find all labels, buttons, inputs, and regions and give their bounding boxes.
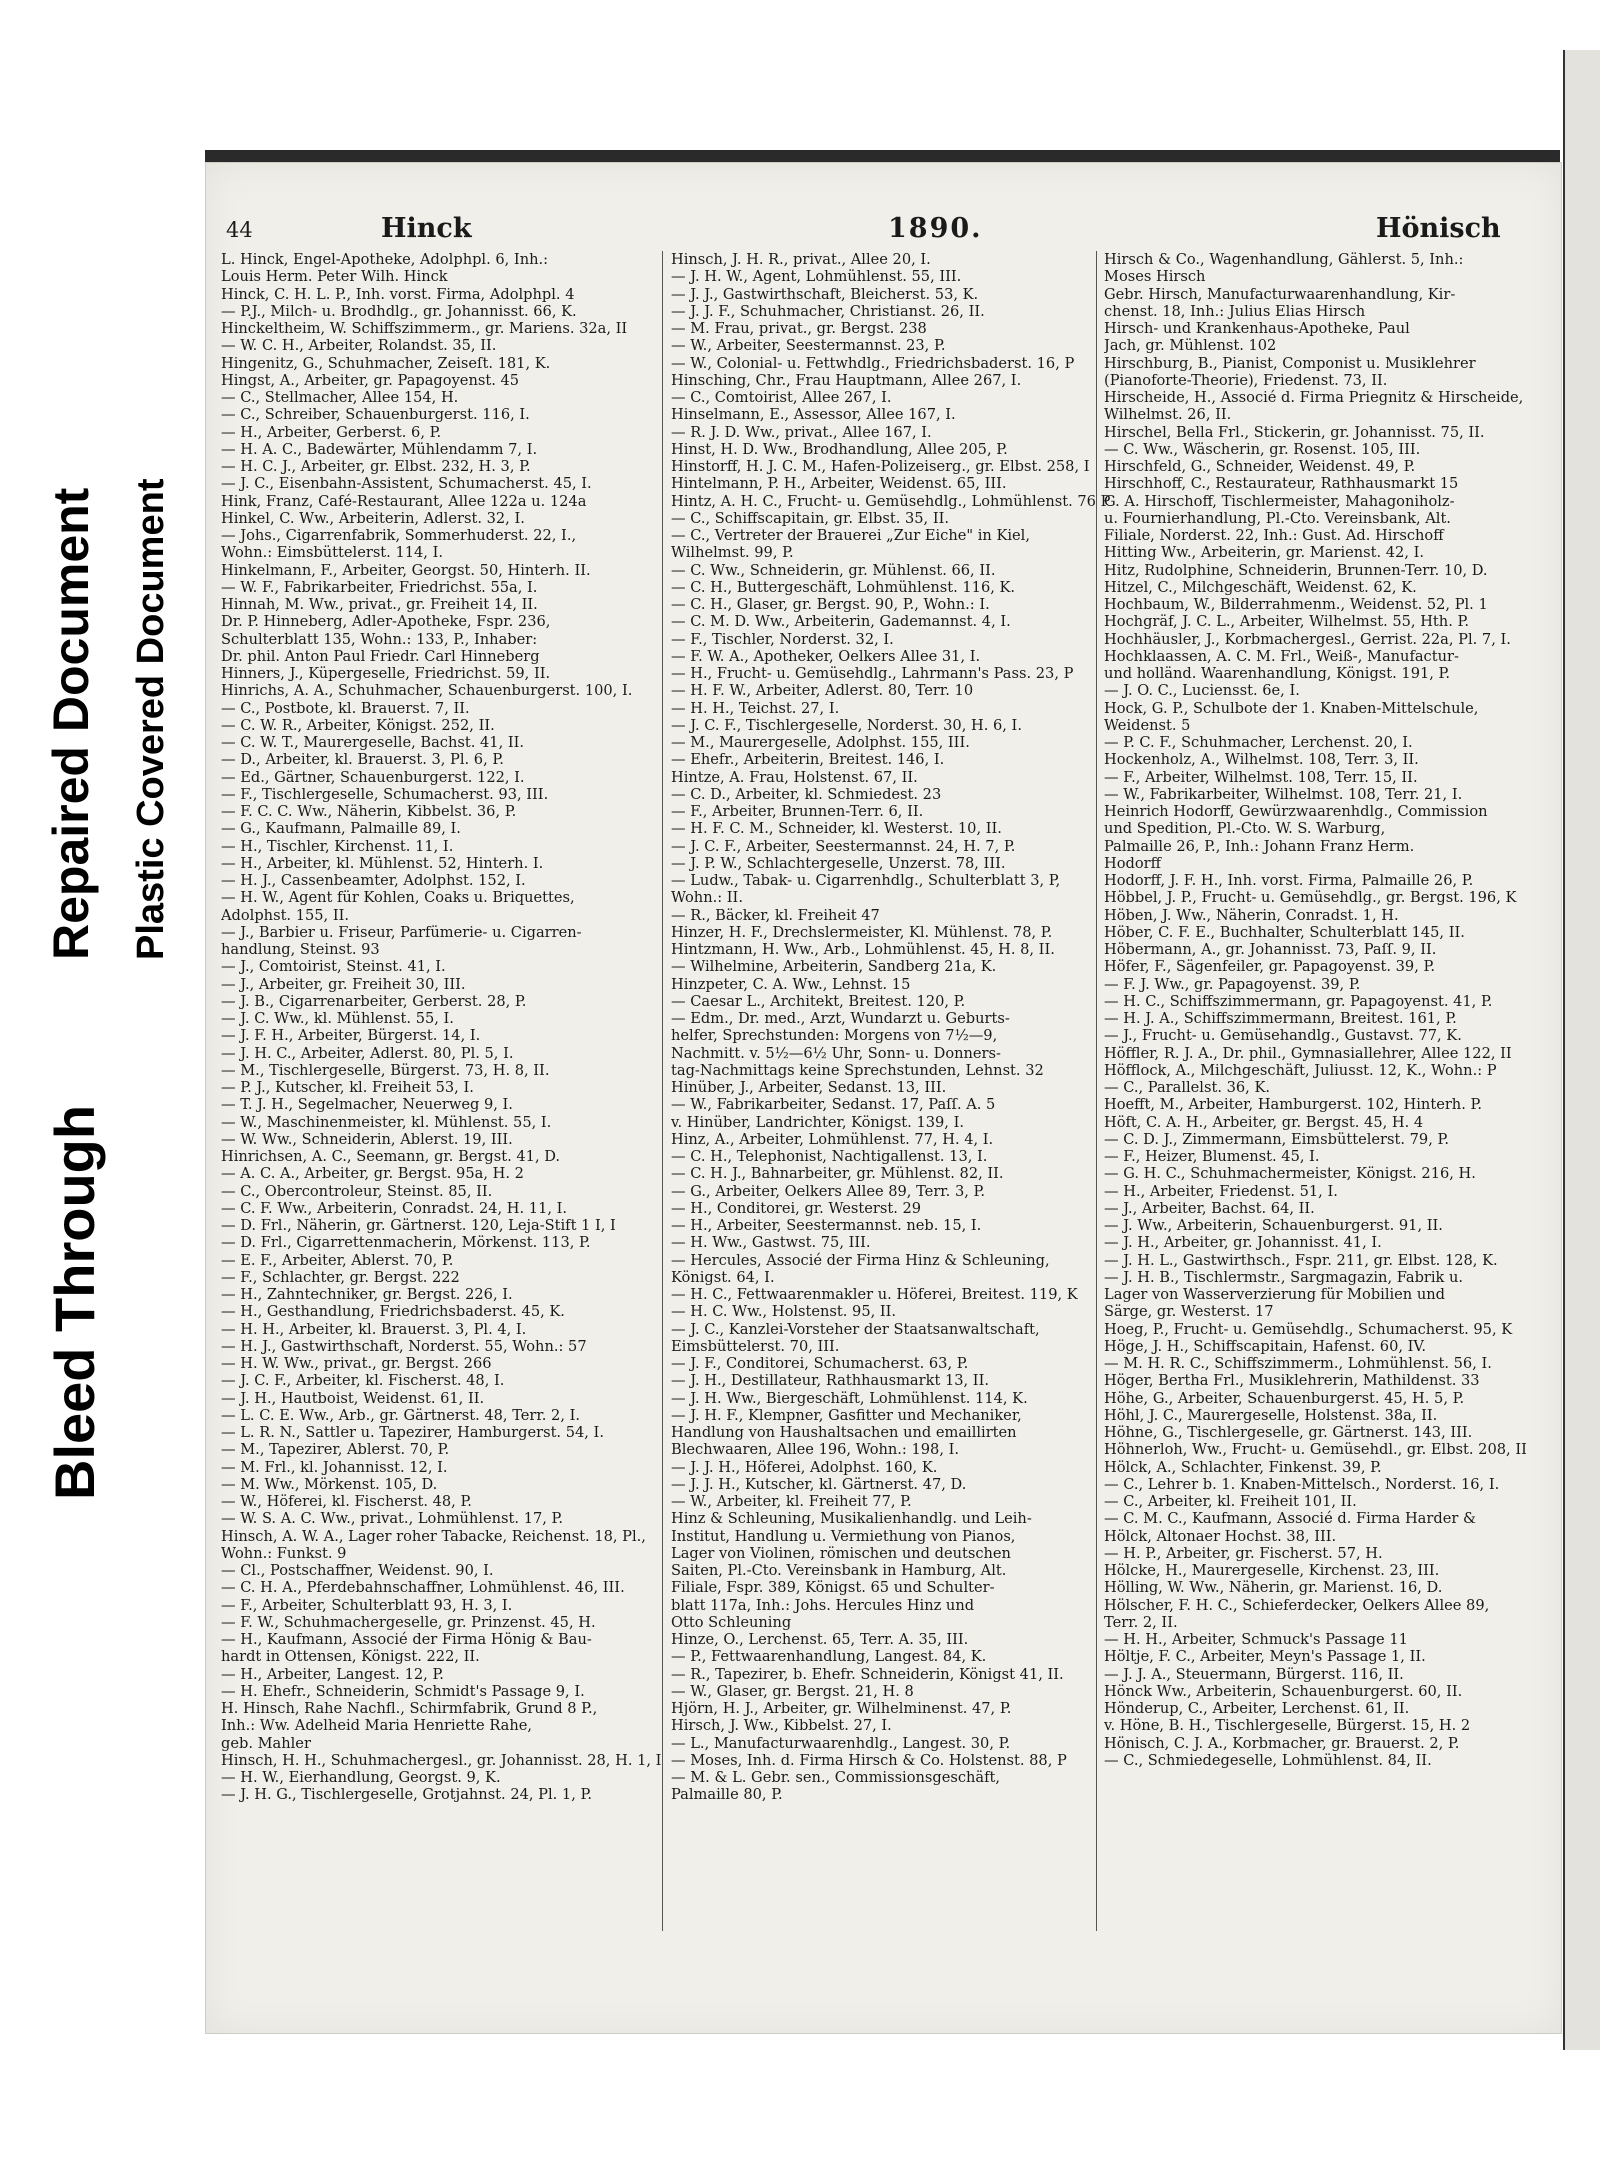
directory-entry: Hölck, A., Schlachter, Finkenst. 39, P. xyxy=(1104,1458,1382,1476)
directory-entry: — C. F. Ww., Arbeiterin, Conradst. 24, H. 11, I. xyxy=(221,1199,568,1217)
directory-entry: Hinkel, C. Ww., Arbeiterin, Adlerst. 32, I. xyxy=(221,509,525,527)
directory-entry: — C. H., Buttergeschäft, Lohmühlenst. 116, K. xyxy=(671,578,1016,596)
directory-entry: — M. Frl., kl. Johannisst. 12, I. xyxy=(221,1458,448,1476)
directory-entry: Hölck, Altonaer Hochst. 38, III. xyxy=(1104,1527,1337,1545)
left-column xyxy=(221,251,661,1804)
directory-entry: — J. P. W., Schlachtergeselle, Unzerst. 78, III. xyxy=(671,854,1006,872)
directory-entry: — M. Frau, privat., gr. Bergst. 238 xyxy=(671,320,927,337)
directory-entry: — L., Manufacturwaarenhdlg., Langest. 30, P. xyxy=(671,1734,1011,1752)
directory-entry: — F., Heizer, Blumenst. 45, I. xyxy=(1104,1148,1320,1165)
directory-entry: — C. W. T., Maurergeselle, Bachst. 41, II. xyxy=(221,734,525,751)
directory-entry: Hoefft, M., Arbeiter, Hamburgerst. 102, Hinterh. P. xyxy=(1104,1096,1482,1114)
header-left-word: Hinck xyxy=(381,213,472,244)
directory-entry: Hinst, H. D. Ww., Brodhandlung, Allee 205, P. xyxy=(671,440,1008,458)
directory-entry: Hinze, O., Lerchenst. 65, Terr. A. 35, III. xyxy=(671,1631,969,1648)
page-top-edge xyxy=(205,150,1560,162)
directory-entry: Höft, C. A. H., Arbeiter, gr. Bergst. 45, H. 4 xyxy=(1104,1113,1424,1131)
directory-entry: — C. M. D. Ww., Arbeiterin, Gademannst. 4, I. xyxy=(671,613,1011,631)
directory-entry: — F. J. Ww., gr. Papagoyenst. 39, P. xyxy=(1104,975,1361,993)
directory-entry: — H., Kaufmann, Associé der Firma Hönig & Bau- xyxy=(221,1631,592,1648)
directory-entry: — M., Maurergeselle, Adolphst. 155, III. xyxy=(671,734,970,751)
directory-entry: — C. W. R., Arbeiter, Königst. 252, II. xyxy=(221,716,495,734)
directory-entry: Dr. phil. Anton Paul Friedr. Carl Hinneberg xyxy=(221,647,540,665)
directory-entry: — T. J. H., Segelmacher, Neuerweg 9, I. xyxy=(221,1096,513,1114)
directory-entry: Nachmitt. v. 5½—6½ Uhr, Sonn- u. Donners- xyxy=(671,1044,1001,1062)
directory-entry: Jach, gr. Mühlenst. 102 xyxy=(1104,337,1277,355)
directory-entry: — J. J. F., Schuhmacher, Christianst. 26, II. xyxy=(671,302,985,320)
directory-entry: Hitz, Rudolphine, Schneiderin, Brunnen-Terr. 10, D. xyxy=(1104,561,1488,579)
directory-entry: blatt 117a, Inh.: Johs. Hercules Hinz und xyxy=(671,1596,975,1614)
directory-entry: — H. C. J., Arbeiter, gr. Elbst. 232, H. 3, P. xyxy=(221,458,531,475)
directory-entry: Höbermann, A., gr. Johannisst. 73, Paſſ. 9, II. xyxy=(1104,941,1437,958)
repaired-document-label: Repaired Document xyxy=(43,487,99,960)
directory-entry: — C., Comtoirist, Allee 267, I. xyxy=(671,389,892,406)
directory-entry: — W., Arbeiter, kl. Freiheit 77, P. xyxy=(671,1493,912,1510)
directory-entry: — E. F., Arbeiter, Ablerst. 70, P. xyxy=(221,1251,454,1269)
directory-entry: — W., Colonial- u. Fettwhdlg., Friedrichsbaderst. 16, P xyxy=(671,354,1075,372)
directory-entry: — M. Ww., Mörkenst. 105, D. xyxy=(221,1475,438,1493)
directory-entry: — P. J., Kutscher, kl. Freiheit 53, I. xyxy=(221,1079,474,1096)
directory-entry: — C. M. C., Kaufmann, Associé d. Firma Harder & xyxy=(1104,1510,1476,1528)
directory-entry: — Ehefr., Arbeiterin, Breitest. 146, I. xyxy=(671,751,945,769)
directory-entry: — H. C., Fettwaarenmakler u. Höferei, Breitest. 119, K xyxy=(671,1286,1078,1303)
directory-entry: Hoeg, P., Frucht- u. Gemüsehdlg., Schumacherst. 95, K xyxy=(1104,1320,1513,1338)
directory-entry: (Pianoforte-Theorie), Friedenst. 73, II. xyxy=(1104,371,1388,389)
directory-entry: Hirschhoff, C., Restaurateur, Rathhausmarkt 15 xyxy=(1104,475,1459,493)
page-header xyxy=(226,213,1556,249)
header-right-word: Hönisch xyxy=(1376,213,1501,244)
directory-entry: Höbbel, J. P., Frucht- u. Gemüsehdlg., gr. Bergst. 196, K xyxy=(1104,889,1517,907)
side-labels xyxy=(0,0,200,2177)
directory-entry: Hitting Ww., Arbeiterin, gr. Marienst. 42, I. xyxy=(1104,544,1425,562)
directory-entry: — J. H., Arbeiter, gr. Johannisst. 41, I. xyxy=(1104,1234,1382,1252)
directory-entry: v. Hinüber, Landrichter, Königst. 139, I. xyxy=(671,1113,964,1131)
directory-entry: Hinners, J., Küpergeselle, Friedrichst. 59, II. xyxy=(221,665,551,682)
directory-entry: — C. H., Glaser, gr. Bergst. 90, P., Wohn.: I. xyxy=(671,596,990,613)
directory-entry: — H. W. Ww., privat., gr. Bergst. 266 xyxy=(221,1355,492,1372)
directory-entry: Särge, gr. Westerst. 17 xyxy=(1104,1303,1274,1321)
directory-entry: — H. J., Cassenbeamter, Adolphst. 152, I. xyxy=(221,872,526,889)
directory-entry: — H., Arbeiter, Langest. 12, P. xyxy=(221,1665,444,1683)
directory-entry: u. Fournierhandlung, Pl.-Cto. Vereinsbank, Alt. xyxy=(1104,509,1451,527)
directory-entry: — J. H. G., Tischlergeselle, Grotjahnst. 24, Pl. 1, P. xyxy=(221,1786,592,1804)
directory-entry: — H., Arbeiter, Friedenst. 51, I. xyxy=(1104,1182,1338,1200)
directory-entry: — D. Frl., Näherin, gr. Gärtnerst. 120, Leja-Stift 1 I, I xyxy=(221,1217,616,1234)
directory-entry: Höhe, G., Arbeiter, Schauenburgerst. 45, H. 5, P. xyxy=(1104,1389,1465,1407)
directory-entry: — C., Lehrer b. 1. Knaben-Mittelsch., Norderst. 16, I. xyxy=(1104,1475,1500,1493)
directory-entry: Dr. P. Hinneberg, Adler-Apotheke, Fspr. 236, xyxy=(221,613,551,631)
directory-entry: — Caesar L., Architekt, Breitest. 120, P. xyxy=(671,992,966,1010)
directory-entry: — F., Schlachter, gr. Bergst. 222 xyxy=(221,1268,460,1286)
directory-entry: Hölcke, H., Maurergeselle, Kirchenst. 23, III. xyxy=(1104,1562,1440,1579)
directory-entry: — D. Frl., Cigarrettenmacherin, Mörkenst. 113, P. xyxy=(221,1234,591,1252)
directory-entry: Handlung von Haushaltsachen und emaillirten xyxy=(671,1424,1017,1441)
directory-entry: Hockenholz, A., Wilhelmst. 108, Terr. 3, II. xyxy=(1104,751,1419,769)
directory-entry: Filiale, Fspr. 389, Königst. 65 und Schulter- xyxy=(671,1579,995,1597)
directory-entry: — G., Kaufmann, Palmaille 89, I. xyxy=(221,820,461,838)
directory-entry: Hirsch- und Krankenhaus-Apotheke, Paul xyxy=(1104,320,1410,337)
directory-entry: — M. H. R. C., Schiffszimmerm., Lohmühlenst. 56, I. xyxy=(1104,1355,1492,1372)
directory-entry: Hochbaum, W., Bilderrahmenm., Weidenst. 52, Pl. 1 xyxy=(1104,596,1488,613)
directory-entry: Hodorff xyxy=(1104,854,1161,872)
directory-entry: Höhl, J. C., Maurergeselle, Holstenst. 38a, II. xyxy=(1104,1406,1438,1424)
directory-entry: Hintelmann, P. H., Arbeiter, Weidenst. 65, III. xyxy=(671,475,1007,493)
directory-entry: Otto Schleuning xyxy=(671,1613,792,1631)
directory-entry: — C., Schiffscapitain, gr. Elbst. 35, II. xyxy=(671,509,949,527)
directory-entry: — F. C. C. Ww., Näherin, Kibbelst. 36, P. xyxy=(221,803,517,820)
directory-entry: — G., Arbeiter, Oelkers Allee 89, Terr. 3, P. xyxy=(671,1182,986,1200)
directory-entry: Wohn.: Funkst. 9 xyxy=(221,1544,347,1562)
directory-entry: — J. H., Hautboist, Weidenst. 61, II. xyxy=(221,1389,485,1407)
directory-entry: — J. F. H., Arbeiter, Bürgerst. 14, I. xyxy=(221,1027,481,1045)
directory-entry: Palmaille 80, P. xyxy=(671,1786,783,1804)
directory-entry: Hönisch, C. J. A., Korbmacher, gr. Brauerst. 2, P. xyxy=(1104,1734,1460,1752)
directory-entry: — H., Tischler, Kirchenst. 11, I. xyxy=(221,837,454,855)
directory-entry: Hinz, A., Arbeiter, Lohmühlenst. 77, H. 4, I. xyxy=(671,1130,994,1148)
directory-entry: Höffler, R. J. A., Dr. phil., Gymnasiallehrer, Allee 122, II xyxy=(1104,1044,1512,1062)
directory-entry: — R., Tapezirer, b. Ehefr. Schneiderin, Königst 41, II. xyxy=(671,1665,1064,1683)
directory-entry: Moses Hirsch xyxy=(1104,268,1206,286)
directory-entry: — H., Zahntechniker, gr. Bergst. 226, I. xyxy=(221,1286,513,1303)
directory-entry: Heinrich Hodorff, Gewürzwaarenhdlg., Commission xyxy=(1104,803,1488,820)
directory-entry: — J. B., Cigarrenarbeiter, Gerberst. 28, P. xyxy=(221,992,527,1010)
directory-entry: — J. C. F., Arbeiter, Seestermannst. 24, H. 7, P. xyxy=(671,837,1016,855)
directory-entry: — Ludw., Tabak- u. Cigarrenhdlg., Schulterblatt 3, P, xyxy=(671,872,1061,889)
directory-entry: — Moses, Inh. d. Firma Hirsch & Co. Holstenst. 88, P xyxy=(671,1751,1067,1769)
directory-entry: Lager von Wasserverzierung für Mobilien und xyxy=(1104,1286,1445,1303)
directory-entry: Höhne, G., Tischlergeselle, gr. Gärtnerst. 143, III. xyxy=(1104,1424,1473,1441)
directory-entry: — H. W., Eierhandlung, Georgst. 9, K. xyxy=(221,1769,501,1786)
directory-entry: tag-Nachmittags keine Sprechstunden, Lehnst. 32 xyxy=(671,1061,1044,1079)
directory-entry: Hirschburg, B., Pianist, Componist u. Musiklehrer xyxy=(1104,354,1476,372)
directory-entry: Hinzpeter, C. A. Ww., Lehnst. 15 xyxy=(671,975,911,993)
directory-entry: und holländ. Waarenhandlung, Königst. 191, P. xyxy=(1104,665,1451,682)
directory-entry: — Hercules, Associé der Firma Hinz & Schleuning, xyxy=(671,1251,1050,1269)
directory-entry: — H. Ww., Gastwst. 75, III. xyxy=(671,1234,871,1252)
directory-entry: Hinselmann, E., Assessor, Allee 167, I. xyxy=(671,406,956,424)
directory-entry: Hirschel, Bella Frl., Stickerin, gr. Johannisst. 75, II. xyxy=(1104,423,1485,441)
right-column xyxy=(1104,251,1544,1769)
directory-entry: — H. H., Arbeiter, kl. Brauerst. 3, Pl. 4, I. xyxy=(221,1320,527,1338)
directory-entry: Höltje, F. C., Arbeiter, Meyn's Passage 1, II. xyxy=(1104,1648,1426,1666)
header-year: 1890. xyxy=(888,213,983,244)
directory-entry: — C. D., Arbeiter, kl. Schmiedest. 23 xyxy=(671,785,942,803)
directory-entry: — H. C. Ww., Holstenst. 95, II. xyxy=(671,1303,897,1321)
directory-entry: H. Hinsch, Rahe Nachfl., Schirmfabrik, Grund 8 P., xyxy=(221,1700,598,1717)
directory-entry: Institut, Handlung u. Vermiethung von Pianos, xyxy=(671,1527,1016,1545)
directory-entry: — H., Arbeiter, Gerberst. 6, P. xyxy=(221,423,442,441)
directory-entry: helfer, Sprechstunden: Morgens von 7½—9, xyxy=(671,1027,998,1045)
directory-entry: Wohn.: II. xyxy=(671,889,743,907)
directory-entry: — A. C. A., Arbeiter, gr. Bergst. 95a, H. 2 xyxy=(221,1165,524,1183)
directory-entry: — C., Obercontroleur, Steinst. 85, II. xyxy=(221,1182,493,1200)
directory-entry: handlung, Steinst. 93 xyxy=(221,941,380,958)
directory-entry: — F. W., Schuhmachergeselle, gr. Prinzenst. 45, H. xyxy=(221,1613,596,1631)
directory-entry: Wohn.: Eimsbüttelerst. 114, I. xyxy=(221,544,443,562)
directory-entry: Inh.: Ww. Adelheid Maria Henriette Rahe, xyxy=(221,1717,533,1735)
directory-entry: — C. D. J., Zimmermann, Eimsbüttelerst. 79, P. xyxy=(1104,1130,1449,1148)
directory-entry: — F., Arbeiter, Brunnen-Terr. 6, II. xyxy=(671,803,924,820)
bleed-through-label: Bleed Through xyxy=(43,1104,106,1500)
directory-entry: Hink, Franz, Café-Restaurant, Allee 122a u. 124a xyxy=(221,492,587,510)
directory-entry: — F., Tischler, Norderst. 32, I. xyxy=(671,630,894,648)
directory-entry: Hirschfeld, G., Schneider, Weidenst. 49, P. xyxy=(1104,458,1416,475)
directory-entry: — J. O. C., Luciensst. 6e, I. xyxy=(1104,682,1300,700)
directory-entry: Hochgräf, J. C. L., Arbeiter, Wilhelmst. 55, Hth. P. xyxy=(1104,613,1469,631)
directory-entry: — C. H., Telephonist, Nachtigallenst. 13, I. xyxy=(671,1148,988,1165)
directory-entry: Hölscher, F. H. C., Schieferdecker, Oelkers Allee 89, xyxy=(1104,1596,1490,1614)
directory-entry: Weidenst. 5 xyxy=(1104,716,1191,734)
column-divider xyxy=(662,251,663,1931)
directory-entry: Hirsch & Co., Wagenhandlung, Gählerst. 5, Inh.: xyxy=(1104,251,1464,268)
directory-entry: — J. J. A., Steuermann, Bürgerst. 116, II. xyxy=(1104,1665,1404,1683)
directory-entry: Hingenitz, G., Schuhmacher, Zeiseſt. 181, K. xyxy=(221,354,551,372)
directory-entry: — H. F. W., Arbeiter, Adlerst. 80, Terr. 10 xyxy=(671,682,974,700)
directory-entry: — Edm., Dr. med., Arzt, Wundarzt u. Geburts- xyxy=(671,1010,1010,1027)
directory-entry: Hönck Ww., Arbeiterin, Schauenburgerst. 60, II. xyxy=(1104,1682,1463,1700)
directory-entry: — C. H. J., Bahnarbeiter, gr. Mühlenst. 82, II. xyxy=(671,1165,1004,1183)
directory-entry: — Johs., Cigarrenfabrik, Sommerhuderst. 22, I., xyxy=(221,527,577,544)
directory-entry: — Ed., Gärtner, Schauenburgerst. 122, I. xyxy=(221,768,525,786)
directory-entry: Adolphst. 155, II. xyxy=(221,906,350,924)
directory-entry: — L. R. N., Sattler u. Tapezirer, Hamburgerst. 54, I. xyxy=(221,1424,604,1441)
directory-entry: — J. H. F., Klempner, Gasfitter und Mechaniker, xyxy=(671,1406,1022,1424)
directory-entry: Hjörn, H. J., Arbeiter, gr. Wilhelminenst. 47, P. xyxy=(671,1700,1012,1717)
directory-entry: — W., Arbeiter, Seestermannst. 23, P. xyxy=(671,337,946,355)
directory-entry: hardt in Ottensen, Königst. 222, II. xyxy=(221,1648,480,1666)
directory-entry: Höger, Bertha Frl., Musiklehrerin, Mathildenst. 33 xyxy=(1104,1372,1480,1390)
directory-entry: — J., Arbeiter, Bachst. 64, II. xyxy=(1104,1199,1315,1217)
directory-entry: Höhnerloh, Ww., Frucht- u. Gemüsehdl., gr. Elbst. 208, II xyxy=(1104,1441,1527,1459)
directory-entry: — C. H. A., Pferdebahnschaffner, Lohmühlenst. 46, III. xyxy=(221,1579,625,1597)
directory-entry: — D., Arbeiter, kl. Brauerst. 3, Pl. 6, P. xyxy=(221,751,504,769)
directory-entry: Filiale, Norderst. 22, Inh.: Gust. Ad. Hirschoff xyxy=(1104,527,1444,544)
directory-entry: — C., Schmiedegeselle, Lohmühlenst. 84, II. xyxy=(1104,1751,1432,1769)
directory-entry: Hinnah, M. Ww., privat., gr. Freiheit 14, II. xyxy=(221,596,538,613)
directory-entry: — F., Arbeiter, Wilhelmst. 108, Terr. 15, II. xyxy=(1104,768,1418,786)
plastic-covered-label: Plastic Covered Document xyxy=(130,478,172,960)
directory-entry: — R., Bäcker, kl. Freiheit 47 xyxy=(671,906,880,924)
facing-page-edge xyxy=(1563,50,1600,2050)
directory-entry: — G. H. C., Schuhmachermeister, Königst. 216, H. xyxy=(1104,1165,1476,1183)
directory-entry: — J. H. B., Tischlermstr., Sargmagazin, Fabrik u. xyxy=(1104,1268,1464,1286)
directory-entry: Hochklaassen, A. C. M. Frl., Weiß-, Manufactur- xyxy=(1104,647,1459,665)
directory-entry: — W. C. H., Arbeiter, Rolandst. 35, II. xyxy=(221,337,497,355)
directory-entry: — C. Ww., Wäscherin, gr. Rosenst. 105, III. xyxy=(1104,440,1421,458)
directory-entry: Königst. 64, I. xyxy=(671,1268,775,1286)
directory-entry: — H. A. C., Badewärter, Mühlendamm 7, I. xyxy=(221,440,538,458)
directory-entry: — J. Ww., Arbeiterin, Schauenburgerst. 91, II. xyxy=(1104,1217,1443,1234)
directory-entry: Hingst, A., Arbeiter, gr. Papagoyenst. 45 xyxy=(221,371,520,389)
page-number: 44 xyxy=(226,218,253,242)
directory-entry: Höge, J. H., Schiffscapitain, Hafenst. 60, IV. xyxy=(1104,1337,1427,1355)
directory-entry: Hinrichsen, A. C., Seemann, gr. Bergst. 41, D. xyxy=(221,1148,561,1165)
directory-entry: — Cl., Postschaffner, Weidenst. 90, I. xyxy=(221,1562,494,1579)
directory-entry: Palmaille 26, P., Inh.: Johann Franz Herm. xyxy=(1104,837,1415,855)
directory-entry: Hinzer, H. F., Drechslermeister, Kl. Mühlenst. 78, P. xyxy=(671,923,1053,941)
directory-entry: Hirscheide, H., Associé d. Firma Priegnitz & Hirscheide, xyxy=(1104,389,1524,406)
directory-entry: — W., Höferei, kl. Fischerst. 48, P. xyxy=(221,1493,472,1510)
directory-entry: — F. W. A., Apotheker, Oelkers Allee 31, I. xyxy=(671,647,981,665)
directory-entry: Hinstorff, H. J. C. M., Hafen-Polizeiserg., gr. Elbst. 258, I xyxy=(671,458,1090,475)
directory-entry: — W., Fabrikarbeiter, Wilhelmst. 108, Terr. 21, I. xyxy=(1104,785,1463,803)
directory-entry: — J. C. Ww., kl. Mühlenst. 55, I. xyxy=(221,1010,454,1027)
directory-entry: Saiten, Pl.-Cto. Vereinsbank in Hamburg, Alt. xyxy=(671,1562,1007,1579)
directory-entry: Hochhäusler, J., Korbmachergesl., Gerrist. 22a, Pl. 7, I. xyxy=(1104,630,1511,648)
directory-entry: — J. C., Kanzlei-Vorsteher der Staatsanwaltschaft, xyxy=(671,1320,1040,1338)
directory-entry: Höben, J. Ww., Näherin, Conradst. 1, H. xyxy=(1104,906,1399,924)
directory-entry: — W., Glaser, gr. Bergst. 21, H. 8 xyxy=(671,1682,914,1700)
directory-entry: Höfer, F., Sägenfeiler, gr. Papagoyenst. 39, P. xyxy=(1104,958,1435,976)
directory-entry: Wilhelmst. 99, P. xyxy=(671,544,794,562)
directory-entry: Hodorff, J. F. H., Inh. vorst. Firma, Palmaille 26, P. xyxy=(1104,872,1474,889)
directory-entry: Hock, G. P., Schulbote der 1. Knaben-Mittelschule, xyxy=(1104,699,1479,717)
directory-entry: — J. H. C., Arbeiter, Adlerst. 80, Pl. 5, I. xyxy=(221,1044,514,1062)
directory-entry: Hönderup, C., Arbeiter, Lerchenst. 61, II. xyxy=(1104,1700,1410,1717)
directory-entry: — L. C. E. Ww., Arb., gr. Gärtnerst. 48, Terr. 2, I. xyxy=(221,1406,581,1424)
directory-entry: — F., Tischlergeselle, Schumacherst. 93, III. xyxy=(221,785,549,803)
directory-entry: L. Hinck, Engel-Apotheke, Adolphpl. 6, Inh.: xyxy=(221,251,549,268)
directory-entry: — H. H., Teichst. 27, I. xyxy=(671,699,840,717)
directory-entry: — J. H. Ww., Biergeschäft, Lohmühlenst. 114, K. xyxy=(671,1389,1028,1407)
directory-entry: — J. J. H., Höferei, Adolphst. 160, K. xyxy=(671,1458,938,1476)
directory-entry: — C. Ww., Schneiderin, gr. Mühlenst. 66, II. xyxy=(671,561,996,579)
directory-entry: — J. H., Destillateur, Rathhausmarkt 13, II. xyxy=(671,1372,989,1390)
directory-entry: Wilhelmst. 26, II. xyxy=(1104,406,1232,424)
directory-entry: Hinrichs, A. A., Schuhmacher, Schauenburgerst. 100, I. xyxy=(221,682,633,700)
directory-entry: Hinüber, J., Arbeiter, Sedanst. 13, III. xyxy=(671,1079,947,1096)
directory-entry: — C., Schreiber, Schauenburgerst. 116, I. xyxy=(221,406,530,424)
directory-entry: Hintze, A. Frau, Holstenst. 67, II. xyxy=(671,768,918,786)
directory-entry: Hinsch, H. H., Schuhmachergesl., gr. Johannisst. 28, H. 1, I xyxy=(221,1751,661,1769)
directory-entry: — J. H. W., Agent, Lohmühlenst. 55, III. xyxy=(671,268,962,286)
directory-entry: — J. J. H., Kutscher, kl. Gärtnerst. 47, D. xyxy=(671,1475,967,1493)
directory-entry: Hintzmann, H. Ww., Arb., Lohmühlenst. 45, H. 8, II. xyxy=(671,941,1055,958)
directory-entry: — C., Postbote, kl. Brauerst. 7, II. xyxy=(221,699,470,717)
directory-entry: Hinsching, Chr., Frau Hauptmann, Allee 267, I. xyxy=(671,371,1022,389)
middle-column xyxy=(671,251,1111,1804)
directory-entry: — H. J. A., Schiffszimmermann, Breitest. 161, P. xyxy=(1104,1010,1457,1027)
directory-entry: — H., Gesthandlung, Friedrichsbaderst. 45, K. xyxy=(221,1303,565,1321)
directory-entry: Terr. 2, II. xyxy=(1104,1613,1178,1631)
directory-entry: — J. C. F., Arbeiter, kl. Fischerst. 48, I. xyxy=(221,1372,505,1390)
directory-entry: — J., Arbeiter, gr. Freiheit 30, III. xyxy=(221,975,466,993)
directory-entry: — H., Conditorei, gr. Westerst. 29 xyxy=(671,1199,922,1217)
directory-entry: — C., Parallelst. 36, K. xyxy=(1104,1079,1270,1096)
directory-entry: Lager von Violinen, römischen und deutschen xyxy=(671,1544,1011,1562)
directory-entry: Louis Herm. Peter Wilh. Hinck xyxy=(221,268,448,286)
directory-entry: — H., Frucht- u. Gemüsehdlg., Lahrmann's Pass. 23, P xyxy=(671,665,1074,682)
directory-entry: Höber, C. F. E., Buchhalter, Schulterblatt 145, II. xyxy=(1104,923,1465,941)
directory-entry: — W. Ww., Schneiderin, Ablerst. 19, III. xyxy=(221,1130,513,1148)
directory-entry: — J. C., Eisenbahn-Assistent, Schumacherst. 45, I. xyxy=(221,475,592,493)
directory-entry: — H. J., Gastwirthschaft, Norderst. 55, Wohn.: 57 xyxy=(221,1337,587,1355)
directory-entry: Hinckeltheim, W. Schiffszimmerm., gr. Mariens. 32a, II xyxy=(221,320,628,337)
directory-entry: — H., Arbeiter, kl. Mühlenst. 52, Hinterh. I. xyxy=(221,854,544,872)
directory-entry: Hirsch, J. Ww., Kibbelst. 27, I. xyxy=(671,1717,892,1735)
directory-entry: Blechwaaren, Allee 196, Wohn.: 198, I. xyxy=(671,1441,960,1459)
directory-entry: — H. Ehefr., Schneiderin, Schmidt's Passage 9, I. xyxy=(221,1682,585,1700)
directory-entry: — J. F., Conditorei, Schumacherst. 63, P. xyxy=(671,1355,969,1372)
directory-entry: — H., Arbeiter, Seestermannst. neb. 15, I. xyxy=(671,1217,982,1234)
directory-entry: Höfflock, A., Milchgeschäft, Juliusst. 12, K., Wohn.: P xyxy=(1104,1061,1497,1079)
directory-entry: Hinsch, J. H. R., privat., Allee 20, I. xyxy=(671,251,931,268)
directory-entry: — J. H. L., Gastwirthsch., Fspr. 211, gr. Elbst. 128, K. xyxy=(1104,1251,1498,1269)
directory-entry: — J., Barbier u. Friseur, Parfümerie- u. Cigarren- xyxy=(221,923,582,941)
directory-entry: — P. C. F., Schuhmacher, Lerchenst. 20, I. xyxy=(1104,734,1413,751)
directory-entry: — H. W., Agent für Kohlen, Coaks u. Briquettes, xyxy=(221,889,575,907)
directory-entry: — J. C. F., Tischlergeselle, Norderst. 30, H. 6, I. xyxy=(671,716,1022,734)
directory-entry: — P.J., Milch- u. Brodhdlg., gr. Johannisst. 66, K. xyxy=(221,302,577,320)
directory-entry: — F., Arbeiter, Schulterblatt 93, H. 3, I. xyxy=(221,1596,513,1614)
directory-entry: — H. F. C. M., Schneider, kl. Westerst. 10, II. xyxy=(671,820,1002,838)
directory-entry: — P., Fettwaarenhandlung, Langest. 84, K. xyxy=(671,1648,987,1666)
directory-entry: Schulterblatt 135, Wohn.: 133, P., Inhaber: xyxy=(221,630,538,648)
directory-entry: — H. H., Arbeiter, Schmuck's Passage 11 xyxy=(1104,1631,1408,1648)
directory-entry: Hinz & Schleuning, Musikalienhandlg. und Leih- xyxy=(671,1510,1032,1528)
directory-entry: chenst. 18, Inh.: Julius Elias Hirsch xyxy=(1104,302,1366,320)
directory-entry: — M., Tapezirer, Ablerst. 70, P. xyxy=(221,1441,450,1459)
directory-entry: Gebr. Hirsch, Manufacturwaarenhandlung, Kir- xyxy=(1104,285,1456,303)
directory-entry: — W. F., Fabrikarbeiter, Friedrichst. 55a, I. xyxy=(221,578,538,596)
directory-entry: — C., Stellmacher, Allee 154, H. xyxy=(221,389,459,406)
directory-entry: geb. Mahler xyxy=(221,1734,311,1752)
directory-entry: — M. & L. Gebr. sen., Commissionsgeschäft, xyxy=(671,1769,1001,1786)
directory-entry: — J., Frucht- u. Gemüsehandlg., Gustavst. 77, K. xyxy=(1104,1027,1462,1045)
directory-entry: Hitzel, C., Milchgeschäft, Weidenst. 62, K. xyxy=(1104,578,1417,596)
directory-entry: — W., Fabrikarbeiter, Sedanst. 17, Paſſ. A. 5 xyxy=(671,1096,996,1114)
directory-entry: — W. S. A. C. Ww., privat., Lohmühlenst. 17, P. xyxy=(221,1510,564,1528)
directory-entry: v. Höne, B. H., Tischlergeselle, Bürgerst. 15, H. 2 xyxy=(1104,1717,1471,1735)
directory-entry: — Wilhelmine, Arbeiterin, Sandberg 21a, K. xyxy=(671,958,997,976)
directory-entry: und Spedition, Pl.-Cto. W. S. Warburg, xyxy=(1104,820,1386,838)
directory-entry: Hinkelmann, F., Arbeiter, Georgst. 50, Hinterh. II. xyxy=(221,561,591,579)
directory-entry: Eimsbüttelerst. 70, III. xyxy=(671,1337,840,1355)
directory-entry: — J., Comtoirist, Steinst. 41, I. xyxy=(221,958,446,976)
directory-entry: — C., Arbeiter, kl. Freiheit 101, II. xyxy=(1104,1493,1357,1510)
directory-entry: — R. J. D. Ww., privat., Allee 167, I. xyxy=(671,423,932,441)
directory-entry: Hölling, W. Ww., Näherin, gr. Marienst. 16, D. xyxy=(1104,1579,1443,1597)
directory-entry: Hinsch, A. W. A., Lager roher Tabacke, Reichenst. 18, Pl., xyxy=(221,1527,646,1545)
directory-entry: Hintz, A. H. C., Frucht- u. Gemüsehdlg., Lohmühlenst. 76 P xyxy=(671,492,1111,510)
directory-entry: — C., Vertreter der Brauerei „Zur Eiche" in Kiel, xyxy=(671,527,1030,544)
directory-entry: G. A. Hirschoff, Tischlermeister, Mahagoniholz- xyxy=(1104,492,1455,510)
directory-entry: — J. J., Gastwirthschaft, Bleicherst. 53, K. xyxy=(671,285,979,303)
directory-entry: — W., Maschinenmeister, kl. Mühlenst. 55, I. xyxy=(221,1113,552,1131)
directory-entry: — M., Tischlergeselle, Bürgerst. 73, H. 8, II. xyxy=(221,1061,550,1079)
directory-page xyxy=(205,162,1562,2034)
directory-entry: — H. C., Schiffszimmermann, gr. Papagoyenst. 41, P. xyxy=(1104,992,1493,1010)
directory-entry: — H. P., Arbeiter, gr. Fischerst. 57, H. xyxy=(1104,1544,1383,1562)
directory-entry: Hinck, C. H. L. P., Inh. vorst. Firma, Adolphpl. 4 xyxy=(221,285,575,303)
